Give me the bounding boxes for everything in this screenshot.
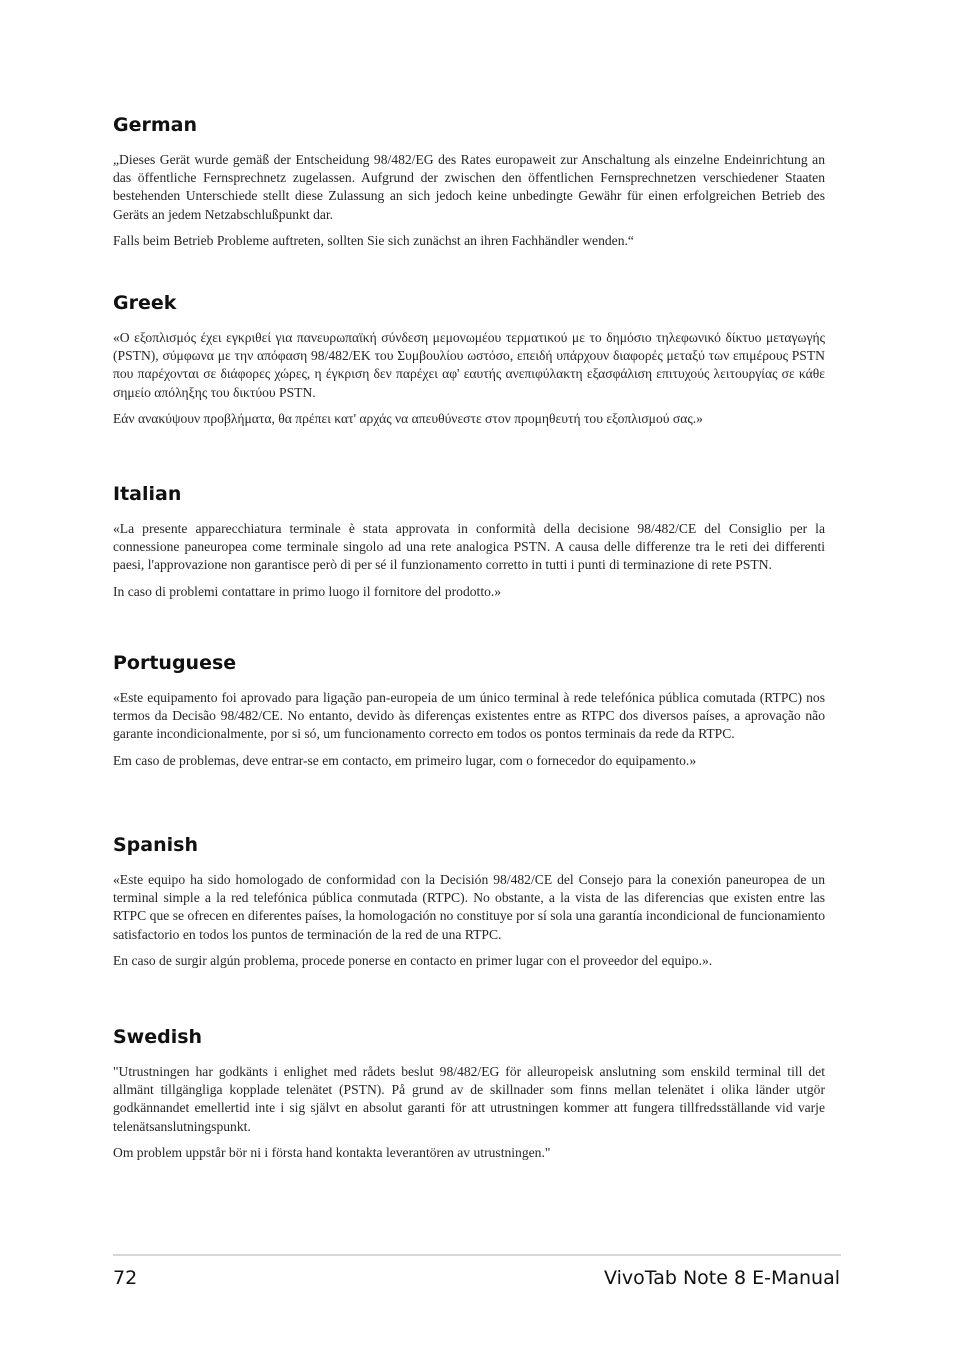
section-paragraph: En caso de surgir algún problema, procede ponerse en contacto en primer lugar con el proveedor del equipo.». (113, 952, 713, 968)
section-paragraph: „Dieses Gerät wurde gemäß der Entscheidung 98/482/EG des Rates europaweit zur Anschaltung als einzelne Endeinrichtung an das öffentliche Fernsprechnetz zugelassen. Aufgrund der zwischen den öffentlichen Fernsprechnetzen verschiedener Staaten bestehenden Unterschiede stellt diese Zulassung an sich jedoch keine unbedingte Gewähr für einen erfolgreichen Betrieb des Geräts an jedem Netzabschlußpunkt dar. (113, 152, 825, 222)
section-heading: German (113, 114, 197, 136)
section-italian (113, 482, 825, 601)
section-paragraph: Em caso de problemas, deve entrar-se em contacto, em primeiro lugar, com o fornecedor do equipamento.» (113, 752, 697, 768)
section-paragraph: Om problem uppstår bör ni i första hand kontakta leverantören av utrustningen." (113, 1144, 551, 1160)
section-heading: Italian (113, 483, 182, 505)
footer-divider (113, 1254, 841, 1256)
section-paragraph: "Utrustningen har godkänts i enlighet med rådets beslut 98/482/EG för alleuropeisk anslutning som enskild terminal till det allmänt tillgängliga kopplade telenätet (PSTN). På grund av de skillnader som finns mellan telenätet i olika länder utgör godkännandet emellertid inte i sig självt en absolut garanti för att utrustningen kommer att fungera tillfredsställande vid varje telenätsanslutningspunkt. (113, 1064, 825, 1134)
section-heading: Swedish (113, 1026, 203, 1048)
section-paragraph: Εάν ανακύψουν προβλήματα, θα πρέπει κατ' αρχάς να απευθύνεστε στον προμηθευτή του εξοπλισμού σας.» (113, 410, 703, 426)
section-paragraph: Falls beim Betrieb Probleme auftreten, sollten Sie sich zunächst an ihren Fachhändler wenden.“ (113, 232, 634, 248)
section-paragraph: In caso di problemi contattare in primo luogo il fornitore del prodotto.» (113, 583, 502, 599)
section-paragraph: «Este equipamento foi aprovado para ligação pan-europeia de um único terminal à rede telefónica pública comutada (RTPC) nos termos da Decisão 98/482/CE. No entanto, devido às diferenças existentes entre as RTPC dos diversos países, a aprovação não garante incondicionalmente, por si só, um funcionamento correcto em todos os pontos terminais da rede da RTPC. (113, 690, 825, 742)
page-number: 72 (113, 1267, 138, 1289)
section-portuguese (113, 651, 825, 770)
section-heading: Greek (113, 292, 177, 314)
section-spanish (113, 833, 825, 970)
section-heading: Spanish (113, 834, 198, 856)
manual-title: VivoTab Note 8 E-Manual (604, 1267, 840, 1289)
section-heading: Portuguese (113, 652, 237, 674)
section-greek (113, 291, 825, 428)
section-swedish (113, 1025, 825, 1162)
section-paragraph: «La presente apparecchiatura terminale è stata approvata in conformità della decisione 98/482/CE del Consiglio per la connessione paneuropea come terminale singolo ad una rete analogica PSTN. A causa delle differenze tra le reti dei differenti paesi, l'approvazione non garantisce però di per sé il funzionamento corretto in tutti i punti di terminazione di rete PSTN. (113, 521, 825, 573)
section-german (113, 113, 825, 250)
section-paragraph: «Ο εξοπλισμός έχει εγκριθεί για πανευρωπαϊκή σύνδεση μεμονωμέου τερματικού με το δημόσιο τηλεφωνικό δίκτυο μεταγωγής (PSTN), σύμφωνα με την απόφαση 98/482/ΕΚ του Συμβουλίου ωστόσο, επειδή υπάρχουν διαφορές μεταξύ των επιμέρους PSTN που παρέχονται σε διάφορες χώρες, η έγκριση δεν παρέχει αφ' εαυτής ανεπιφύλακτη εξασφάλιση επιτυχούς λειτουργίας σε κάθε σημείο απόληξης του δικτύου PSTN. (113, 330, 825, 400)
section-paragraph: «Este equipo ha sido homologado de conformidad con la Decisión 98/482/CE del Consejo para la conexión paneuropea de un terminal simple a la red telefónica pública conmutada (RTPC). No obstante, a la vista de las diferencias que existen entre las RTPC que se ofrecen en diferentes países, la homologación no constituye por sí sola una garantía incondicional de funcionamiento satisfactorio en todos los puntos de terminación de la red de una RTPC. (113, 872, 825, 942)
